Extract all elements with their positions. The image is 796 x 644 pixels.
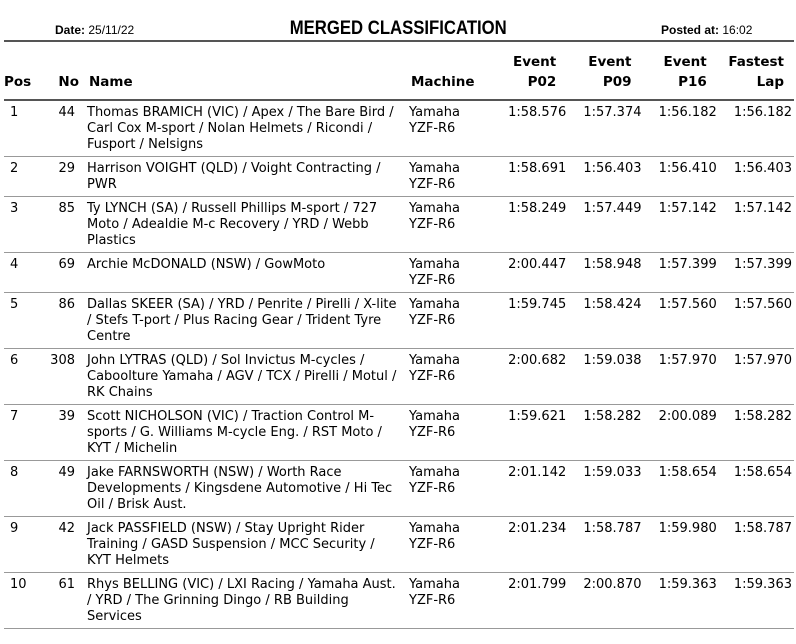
header-row-bottom xyxy=(4,70,794,100)
fastest-lap-cell: 1:57.970 xyxy=(733,353,792,368)
position-cell: 1 xyxy=(10,105,19,120)
event-p02-cell: 1:58.249 xyxy=(508,201,567,216)
col-fastest-bottom: Lap xyxy=(756,74,784,90)
position-cell: 3 xyxy=(10,201,19,216)
event-p09-cell: 1:58.424 xyxy=(583,297,642,312)
table-row xyxy=(4,349,794,405)
col-event1-top: Event xyxy=(513,54,557,70)
event-p16-cell: 1:59.363 xyxy=(658,577,717,592)
event-p02-cell: 2:00.682 xyxy=(508,353,567,368)
col-event1-bottom: P02 xyxy=(527,74,557,90)
number-cell: 308 xyxy=(50,353,75,368)
col-pos: Pos xyxy=(4,74,32,90)
fastest-lap-cell: 1:57.560 xyxy=(733,297,792,312)
table-row xyxy=(4,100,794,157)
event-p16-cell: 1:57.970 xyxy=(658,353,717,368)
table-row xyxy=(4,461,794,517)
machine-cell: Yamaha YZF-R6 xyxy=(409,257,460,288)
fastest-lap-cell: 1:56.182 xyxy=(733,105,792,120)
event-p09-cell: 1:58.948 xyxy=(583,257,642,272)
fastest-lap-cell: 1:57.399 xyxy=(733,257,792,272)
machine-cell: Yamaha YZF-R6 xyxy=(409,353,460,384)
event-p02-cell: 2:00.447 xyxy=(508,257,567,272)
number-cell: 29 xyxy=(58,161,75,176)
event-p16-cell: 1:59.980 xyxy=(658,521,717,536)
table-row xyxy=(4,573,794,629)
event-p09-cell: 1:58.787 xyxy=(583,521,642,536)
fastest-lap-cell: 1:57.142 xyxy=(733,201,792,216)
number-cell: 85 xyxy=(58,201,75,216)
event-p16-cell: 1:56.410 xyxy=(658,161,717,176)
col-event2-top: Event xyxy=(588,54,632,70)
event-p16-cell: 1:56.182 xyxy=(658,105,717,120)
machine-cell: Yamaha YZF-R6 xyxy=(409,409,460,440)
machine-cell: Yamaha YZF-R6 xyxy=(409,201,460,232)
event-p09-cell: 2:00.870 xyxy=(583,577,642,592)
position-cell: 2 xyxy=(10,161,19,176)
event-p16-cell: 2:00.089 xyxy=(658,409,717,424)
table-row xyxy=(4,157,794,197)
date-label: Date: xyxy=(55,23,86,37)
posted-label: Posted at: xyxy=(661,23,720,37)
number-cell: 49 xyxy=(58,465,75,480)
event-p09-cell: 1:56.403 xyxy=(583,161,642,176)
fastest-lap-cell: 1:59.363 xyxy=(733,577,792,592)
event-p16-cell: 1:58.654 xyxy=(658,465,717,480)
number-cell: 86 xyxy=(58,297,75,312)
table-body xyxy=(4,100,794,629)
machine-cell: Yamaha YZF-R6 xyxy=(409,577,460,608)
number-cell: 44 xyxy=(58,105,75,120)
machine-cell: Yamaha YZF-R6 xyxy=(409,161,460,192)
header-row-top xyxy=(4,41,794,70)
event-p09-cell: 1:58.282 xyxy=(583,409,642,424)
rider-name-cell: Ty LYNCH (SA) / Russell Phillips M-sport / 727 Moto / Adealdie M-c Recovery / YRD / Webb Plastics xyxy=(87,201,378,248)
number-cell: 69 xyxy=(58,257,75,272)
rider-name-cell: Jake FARNSWORTH (NSW) / Worth Race Developments / Kingsdene Automotive / Hi Tec Oil / Brisk Aust. xyxy=(87,465,393,512)
number-cell: 39 xyxy=(58,409,75,424)
event-p09-cell: 1:57.374 xyxy=(583,105,642,120)
table-row xyxy=(4,405,794,461)
machine-cell: Yamaha YZF-R6 xyxy=(409,465,460,496)
event-p16-cell: 1:57.142 xyxy=(658,201,717,216)
fastest-lap-cell: 1:58.282 xyxy=(733,409,792,424)
col-event3-bottom: P16 xyxy=(678,74,707,90)
machine-cell: Yamaha YZF-R6 xyxy=(409,521,460,552)
event-p02-cell: 1:58.691 xyxy=(508,161,567,176)
page-title: MERGED CLASSIFICATION xyxy=(289,18,507,39)
number-cell: 42 xyxy=(58,521,75,536)
posted-line xyxy=(661,23,752,37)
col-machine: Machine xyxy=(411,74,475,90)
col-fastest-top: Fastest xyxy=(728,54,784,70)
fastest-lap-cell: 1:56.403 xyxy=(733,161,792,176)
classification-table xyxy=(4,40,794,629)
event-p16-cell: 1:57.560 xyxy=(658,297,717,312)
event-p09-cell: 1:59.033 xyxy=(583,465,642,480)
rider-name-cell: Thomas BRAMICH (VIC) / Apex / The Bare Bird / Carl Cox M-sport / Nolan Helmets / Ricondi / Fusport / Nelsigns xyxy=(87,105,394,152)
col-no: No xyxy=(58,74,79,90)
number-cell: 61 xyxy=(58,577,75,592)
machine-cell: Yamaha YZF-R6 xyxy=(409,105,460,136)
table-row xyxy=(4,293,794,349)
position-cell: 7 xyxy=(10,409,19,424)
position-cell: 5 xyxy=(10,297,19,312)
fastest-lap-cell: 1:58.787 xyxy=(733,521,792,536)
date-value: 25/11/22 xyxy=(88,23,135,37)
position-cell: 9 xyxy=(10,521,19,536)
col-event3-top: Event xyxy=(663,54,707,70)
event-p02-cell: 1:59.621 xyxy=(508,409,567,424)
col-event2-bottom: P09 xyxy=(602,74,632,90)
position-cell: 8 xyxy=(10,465,19,480)
event-p09-cell: 1:57.449 xyxy=(583,201,642,216)
machine-cell: Yamaha YZF-R6 xyxy=(409,297,460,328)
event-p02-cell: 1:58.576 xyxy=(508,105,567,120)
rider-name-cell: Rhys BELLING (VIC) / LXI Racing / Yamaha Aust. / YRD / The Grinning Dingo / RB Building Services xyxy=(87,577,396,624)
position-cell: 6 xyxy=(10,353,19,368)
event-p02-cell: 2:01.799 xyxy=(508,577,567,592)
event-p02-cell: 2:01.142 xyxy=(508,465,567,480)
table-row xyxy=(4,253,794,293)
position-cell: 10 xyxy=(10,577,27,592)
posted-value: 16:02 xyxy=(722,23,753,37)
rider-name-cell: Harrison VOIGHT (QLD) / Voight Contracting / PWR xyxy=(87,161,381,192)
fastest-lap-cell: 1:58.654 xyxy=(733,465,792,480)
event-p16-cell: 1:57.399 xyxy=(658,257,717,272)
event-p02-cell: 2:01.234 xyxy=(508,521,567,536)
table-row xyxy=(4,517,794,573)
col-name: Name xyxy=(89,74,133,90)
position-cell: 4 xyxy=(10,257,19,272)
rider-name-cell: Dallas SKEER (SA) / YRD / Penrite / Pirelli / X-lite / Stefs T-port / Plus Racing Gear / Trident Tyre Centre xyxy=(87,297,397,344)
rider-name-cell: Scott NICHOLSON (VIC) / Traction Control M-sports / G. Williams M-cycle Eng. / RST Moto / KYT / Michelin xyxy=(87,409,382,456)
rider-name-cell: Jack PASSFIELD (NSW) / Stay Upright Rider Training / GASD Suspension / MCC Security / KYT Helmets xyxy=(87,521,375,568)
event-p09-cell: 1:59.038 xyxy=(583,353,642,368)
report-header xyxy=(0,0,796,42)
rider-name-cell: John LYTRAS (QLD) / Sol Invictus M-cycles / Caboolture Yamaha / AGV / TCX / Pirelli / Motul / RK Chains xyxy=(87,353,397,400)
event-p02-cell: 1:59.745 xyxy=(508,297,567,312)
rider-name-cell: Archie McDONALD (NSW) / GowMoto xyxy=(87,257,326,272)
table-row xyxy=(4,197,794,253)
